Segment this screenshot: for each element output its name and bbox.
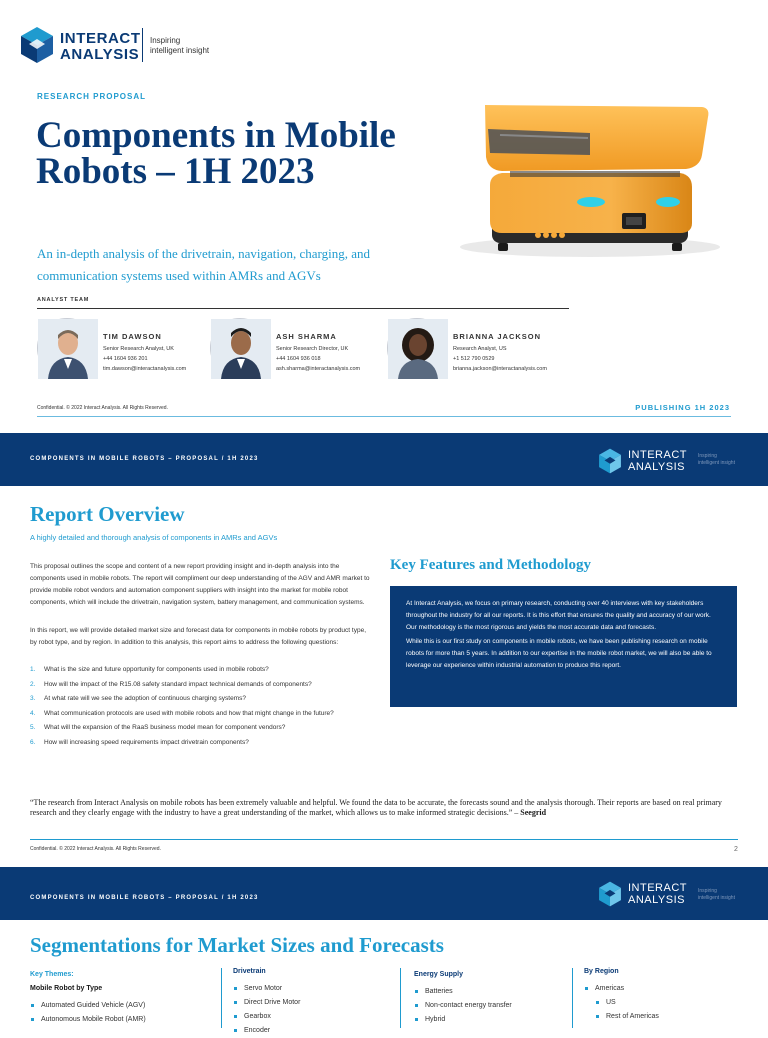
question-number: 5. <box>30 724 36 731</box>
analyst-email[interactable]: brianna.jackson@interactanalysis.com <box>453 366 547 372</box>
logo-divider <box>142 28 143 62</box>
report-overview-heading: Report Overview <box>30 502 185 526</box>
question-text: What will the expansion of the RaaS business model mean for component vendors? <box>44 724 286 731</box>
banner-tagline-2: intelligent insight <box>698 895 735 901</box>
column-divider <box>221 968 222 1028</box>
question-text: What communication protocols are used with mobile robots and how that might change in the future? <box>44 709 334 717</box>
report-overview-subheading: A highly detailed and thorough analysis of components in AMRs and AGVs <box>30 533 278 542</box>
logo-word-analysis: ANALYSIS <box>60 46 140 63</box>
page-number: 2 <box>734 846 738 853</box>
analyst-role: Senior Research Director, UK <box>276 346 349 352</box>
column-heading: Key Themes: <box>30 971 74 978</box>
avatar <box>210 318 270 378</box>
question-text: How will the impact of the R15.08 safety standard impact technical demands of components? <box>44 680 312 688</box>
list-item <box>30 737 375 749</box>
question-number: 3. <box>30 695 36 702</box>
list-item: Hybrid <box>414 1013 584 1027</box>
banner-logo-word-1: INTERACT <box>628 449 687 461</box>
list-item: US <box>584 996 754 1010</box>
logo-tagline-1: Inspiring <box>150 36 181 45</box>
page-subtitle: An in-depth analysis of the drivetrain, navigation, charging, and communication systems used within AMRs and AGVs <box>37 246 370 283</box>
segmentations-heading: Segmentations for Market Sizes and Forecasts <box>30 933 444 957</box>
column-heading: By Region <box>584 968 619 975</box>
logo-tagline-2: intelligent insight <box>150 46 210 55</box>
eyebrow-label: RESEARCH PROPOSAL <box>37 92 147 101</box>
team-rule <box>37 308 569 309</box>
logo-cube-icon <box>598 448 622 479</box>
list-item: Gearbox <box>233 1010 403 1024</box>
features-paragraph-1: At Interact Analysis, we focus on primary research, conducting over 40 interviews with key stakeholders throughout the industry for all our reports. It is this effort that ensures the quality and accuracy of our work. Our methodology is the most rigorous and yields the most accurate data and forecasts. <box>406 600 711 631</box>
section-banner <box>0 433 768 486</box>
column-heading: Drivetrain <box>233 968 266 975</box>
analyst-role: Senior Research Analyst, UK <box>103 346 174 352</box>
quote-source: Seegrid <box>520 808 547 817</box>
banner-title: COMPONENTS IN MOBILE ROBOTS – PROPOSAL / 1H 2023 <box>30 456 259 462</box>
logo-cube-icon <box>598 881 622 912</box>
banner-logo-word-1: INTERACT <box>628 882 687 894</box>
list-item: Rest of Americas <box>584 1010 754 1024</box>
page-title: Components in Mobile Robots – 1H 2023 <box>36 115 396 192</box>
analyst-name: ASH SHARMA <box>276 332 337 341</box>
confidential-notice: Confidential. © 2022 Interact Analysis. All Rights Reserved. <box>30 846 161 852</box>
column-subheading: Mobile Robot by Type <box>30 985 103 992</box>
list-item: Americas <box>584 982 754 996</box>
list-item <box>30 679 375 691</box>
banner-title: COMPONENTS IN MOBILE ROBOTS – PROPOSAL / 1H 2023 <box>30 895 259 901</box>
publishing-date: PUBLISHING 1H 2023 <box>635 403 730 412</box>
list-item: Direct Drive Motor <box>233 996 403 1010</box>
banner-tagline-1: Inspiring <box>698 888 717 894</box>
testimonial-quote <box>30 798 738 818</box>
avatar <box>37 318 97 378</box>
questions-list <box>30 664 375 751</box>
banner-logo-word-2: ANALYSIS <box>628 894 685 906</box>
question-text: At what rate will we see the adoption of continuous charging systems? <box>44 695 246 702</box>
segment-column-drivetrain <box>233 968 403 1038</box>
analyst-role: Research Analyst, US <box>453 346 507 352</box>
question-number: 6. <box>30 738 36 746</box>
question-text: What is the size and future opportunity for components used in mobile robots? <box>44 666 269 673</box>
analyst-email[interactable]: tim.dawson@interactanalysis.com <box>103 366 187 372</box>
column-divider <box>400 968 401 1028</box>
column-heading: Energy Supply <box>414 971 464 978</box>
list-item: Encoder <box>233 1024 403 1038</box>
analyst-phone: +44 1604 936 201 <box>103 356 148 362</box>
question-number: 1. <box>30 666 36 673</box>
analyst-phone: +1 512 790 0529 <box>453 356 495 362</box>
segment-column-energy-supply <box>414 971 584 1027</box>
list-item <box>30 664 375 676</box>
avatar <box>387 318 447 378</box>
overview-paragraph-1: This proposal outlines the scope and content of a new report providing insight and in-depth analysis into the components used in mobile robots. The report will compliment our deep understanding of the AGV and AMR market to provide mobile robot vendors and automation component suppliers with insight into the market for mobile robot components, which will include the drivetrain, navigation system, battery management, and communication systems. <box>30 563 370 606</box>
banner-logo-word-2: ANALYSIS <box>628 461 685 473</box>
banner-tagline-1: Inspiring <box>698 453 717 459</box>
analyst-name: TIM DAWSON <box>103 332 162 341</box>
footer-rule <box>37 416 731 417</box>
features-paragraph-2: While this is our first study on components in mobile robots, we have been publishing research on mobile robots for more than 5 years. In addition to our expertise in the mobile robot market, we will also be able to leverage our experience within industrial automation to produce this report. <box>406 638 712 669</box>
confidential-notice: Confidential. © 2022 Interact Analysis. All Rights Reserved. <box>37 405 168 411</box>
overview-paragraph-2: In this report, we will provide detailed market size and forecast data for components in mobile robots by product type, by robot type, and by region. In addition to this analysis, this report aims to address the following questions: <box>30 627 367 646</box>
section-banner <box>0 867 768 920</box>
segment-column-key-themes <box>30 971 200 1027</box>
footer-rule <box>30 839 738 840</box>
list-item: Batteries <box>414 985 584 999</box>
question-number: 2. <box>30 680 36 688</box>
key-features-heading: Key Features and Methodology <box>390 557 591 573</box>
list-item: Autonomous Mobile Robot (AMR) <box>30 1013 200 1027</box>
list-item <box>30 708 375 720</box>
analyst-email[interactable]: ash.sharma@interactanalysis.com <box>276 366 361 372</box>
robot-illustration <box>440 95 740 265</box>
logo-word-interact: INTERACT <box>60 30 141 47</box>
analyst-card <box>387 318 562 384</box>
quote-text: “The research from Interact Analysis on mobile robots has been extremely valuable and helpful. We found the data to be accurate, the forecasts sound and the analysis thorough. Their reports are based on real primary research and they clearly engage with the industry to have a great understanding of the market, which allows us to make informed strategic decisions.” – <box>30 798 722 817</box>
column-divider <box>572 968 573 1028</box>
analyst-team-label: ANALYST TEAM <box>37 297 90 303</box>
key-features-box <box>390 586 737 707</box>
list-item: Non-contact energy transfer <box>414 999 584 1013</box>
analyst-phone: +44 1604 936 018 <box>276 356 321 362</box>
question-number: 4. <box>30 709 36 717</box>
list-item: Automated Guided Vehicle (AGV) <box>30 999 200 1013</box>
list-item <box>30 722 375 734</box>
list-item <box>30 693 375 705</box>
question-text: How will increasing speed requirements impact drivetrain components? <box>44 738 249 746</box>
segment-column-by-region <box>584 968 754 1024</box>
analyst-name: BRIANNA JACKSON <box>453 332 542 341</box>
analyst-card <box>37 318 212 384</box>
banner-tagline-2: intelligent insight <box>698 460 735 466</box>
logo-cube-icon <box>20 26 54 69</box>
list-item: Servo Motor <box>233 982 403 996</box>
analyst-card <box>210 318 385 384</box>
